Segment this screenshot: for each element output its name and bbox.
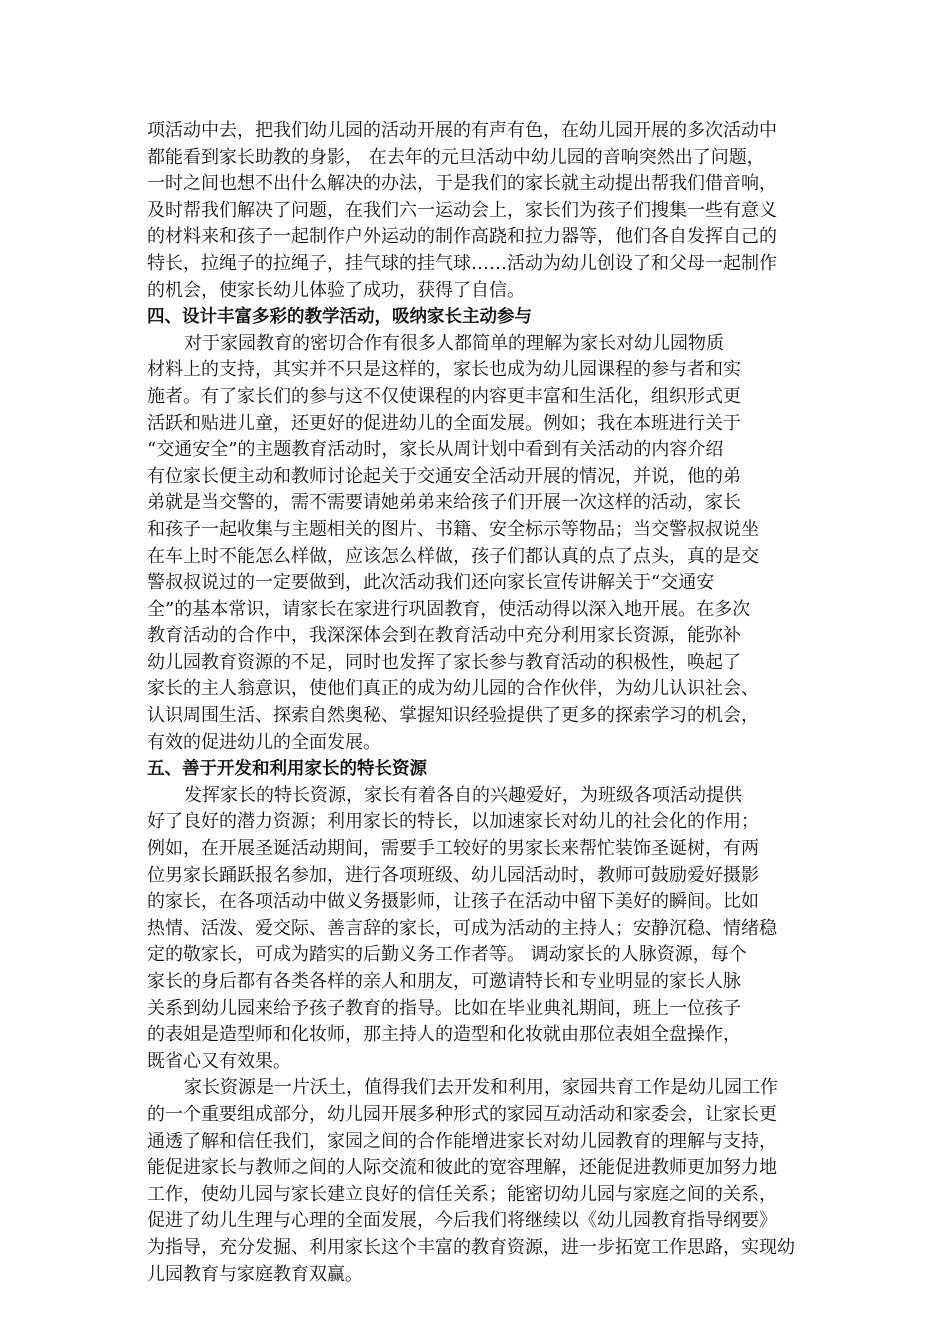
text-line: 活跃和贴进儿童，还更好的促进幼儿的全面发展。例如；我在本班进行关于 — [147, 412, 741, 434]
text-line: 工作，使幼儿园与家长建立良好的信任关系；能密切幼儿园与家庭之间的关系， — [147, 1183, 777, 1205]
text-line: 定的敬家长，可成为踏实的后勤义务工作者等。 调动家长的人脉资源，每个 — [147, 944, 747, 966]
text-line: 幼儿园教育资源的不足，同时也发挥了家长参与教育活动的积极性，唤起了 — [147, 651, 741, 673]
text-line: 通透了解和信任我们，家园之间的合作能增进家长对幼儿园教育的理解与支持， — [147, 1130, 777, 1152]
text-line: 关系到幼儿园来给予孩子教育的指导。比如在毕业典礼期间，班上一位孩子 — [147, 997, 741, 1019]
text-line: 的表姐是造型师和化妆师，那主持人的造型和化妆就由那位表姐全盘操作， — [147, 1024, 741, 1046]
text-line: 对于家园教育的密切合作有很多人都简单的理解为家长对幼儿园物质 — [184, 332, 724, 354]
text-line: 的家长，在各项活动中做义务摄影师，让孩子在活动中留下美好的瞬间。比如 — [147, 891, 759, 913]
text-line: 的材料来和孩子一起制作户外运动的制作高跷和拉力器等，他们各自发挥自己的 — [147, 226, 777, 248]
text-line: 家长的主人翁意识，使他们真正的成为幼儿园的合作伙伴，为幼儿认识社会、 — [147, 678, 759, 700]
text-line: 热情、活泼、爱交际、善言辞的家长，可成为活动的主持人；安静沉稳、情绪稳 — [147, 917, 777, 939]
text-line: 项活动中去，把我们幼儿园的活动开展的有声有色，在幼儿园开展的多次活动中 — [147, 120, 777, 141]
text-line: 及时帮我们解决了问题，在我们六一运动会上，家长们为孩子们搜集一些有意义 — [147, 199, 777, 221]
text-line: 好了良好的潜力资源；利用家长的特长，以加速家长对幼儿的社会化的作用； — [147, 811, 759, 833]
text-line: 一时之间也想不出什么解决的办法，于是我们的家长就主动提出帮我们借音响， — [147, 173, 777, 195]
text-line: 施者。有了家长们的参与这不仅使课程的内容更丰富和生活化，组织形式更 — [147, 385, 741, 407]
text-line: 弟就是当交警的，需不需要请她弟弟来给孩子们开展一次这样的活动，家长 — [147, 492, 741, 514]
text-line: 和孩子一起收集与主题相关的图片、书籍、安全标示等物品；当交警叔叔说坐 — [147, 518, 759, 540]
text-line: 在车上时不能怎么样做，应该怎么样做，孩子们都认真的点了点头，真的是交 — [147, 545, 759, 567]
text-line: “交通安全”的主题教育活动时，家长从周计划中看到有关活动的内容介绍 — [147, 439, 724, 461]
text-line: 为指导，充分发掘、利用家长这个丰富的教育资源，进一步拓宽工作思路，实现幼 — [147, 1236, 795, 1258]
section-heading: 五、善于开发和利用家长的特长资源 — [147, 759, 427, 780]
text-line: 材料上的支持，其实并不只是这样的，家长也成为幼儿园课程的参与者和实 — [147, 359, 741, 381]
text-line: 全”的基本常识，请家长在家进行巩固教育，使活动得以深入地开展。在多次 — [147, 598, 751, 620]
text-line: 家长资源是一片沃土，值得我们去开发和利用，家园共育工作是幼儿园工作 — [184, 1077, 778, 1099]
text-line: 能促进家长与教师之间的人际交流和彼此的宽容理解，还能促进教师更加努力地 — [147, 1157, 777, 1179]
text-line: 都能看到家长助教的身影， 在去年的元旦活动中幼儿园的音响突然出了问题， — [147, 146, 765, 168]
text-line: 的机会，使家长幼儿体验了成功，获得了自信。 — [147, 279, 525, 301]
text-line: 家长的身后都有各类各样的亲人和朋友，可邀请特长和专业明显的家长人脉 — [147, 971, 741, 992]
text-line: 儿园教育与家庭教育双赢。 — [147, 1263, 363, 1285]
text-line: 有位家长便主动和教师讨论起关于交通安全活动开展的情况，并说，他的弟 — [147, 465, 741, 487]
text-line: 位男家长踊跃报名参加，进行各项班级、幼儿园活动时，教师可鼓励爱好摄影 — [147, 864, 759, 886]
section-heading: 四、设计丰富多彩的教学活动，吸纳家长主动参与 — [147, 307, 532, 328]
text-line: 认识周围生活、探索自然奥秘、掌握知识经验提供了更多的探索学习的机会， — [147, 705, 759, 727]
text-line: 例如，在开展圣诞活动期间，需要手工较好的男家长来帮忙装饰圣诞树，有两 — [147, 838, 759, 860]
text-line: 既省心又有效果。 — [147, 1050, 291, 1072]
document-page — [147, 118, 809, 1288]
text-line: 特长，拉绳子的拉绳子，挂气球的挂气球……活动为幼儿创设了和父母一起制作 — [147, 252, 777, 274]
text-line: 促进了幼儿生理与心理的全面发展，今后我们将继续以《幼儿园教育指导纲要》 — [147, 1210, 777, 1232]
text-line: 有效的促进幼儿的全面发展。 — [147, 731, 381, 753]
text-line: 教育活动的合作中，我深深体会到在教育活动中充分利用家长资源，能弥补 — [147, 625, 741, 647]
text-line: 警叔叔说过的一定要做到，此次活动我们还向家长宣传讲解关于“交通安 — [147, 572, 715, 594]
text-line: 的一个重要组成部分，幼儿园开展多种形式的家园互动活动和家委会，让家长更 — [147, 1103, 777, 1125]
text-line: 发挥家长的特长资源，家长有着各自的兴趣爱好，为班级各项活动提供 — [184, 784, 742, 806]
